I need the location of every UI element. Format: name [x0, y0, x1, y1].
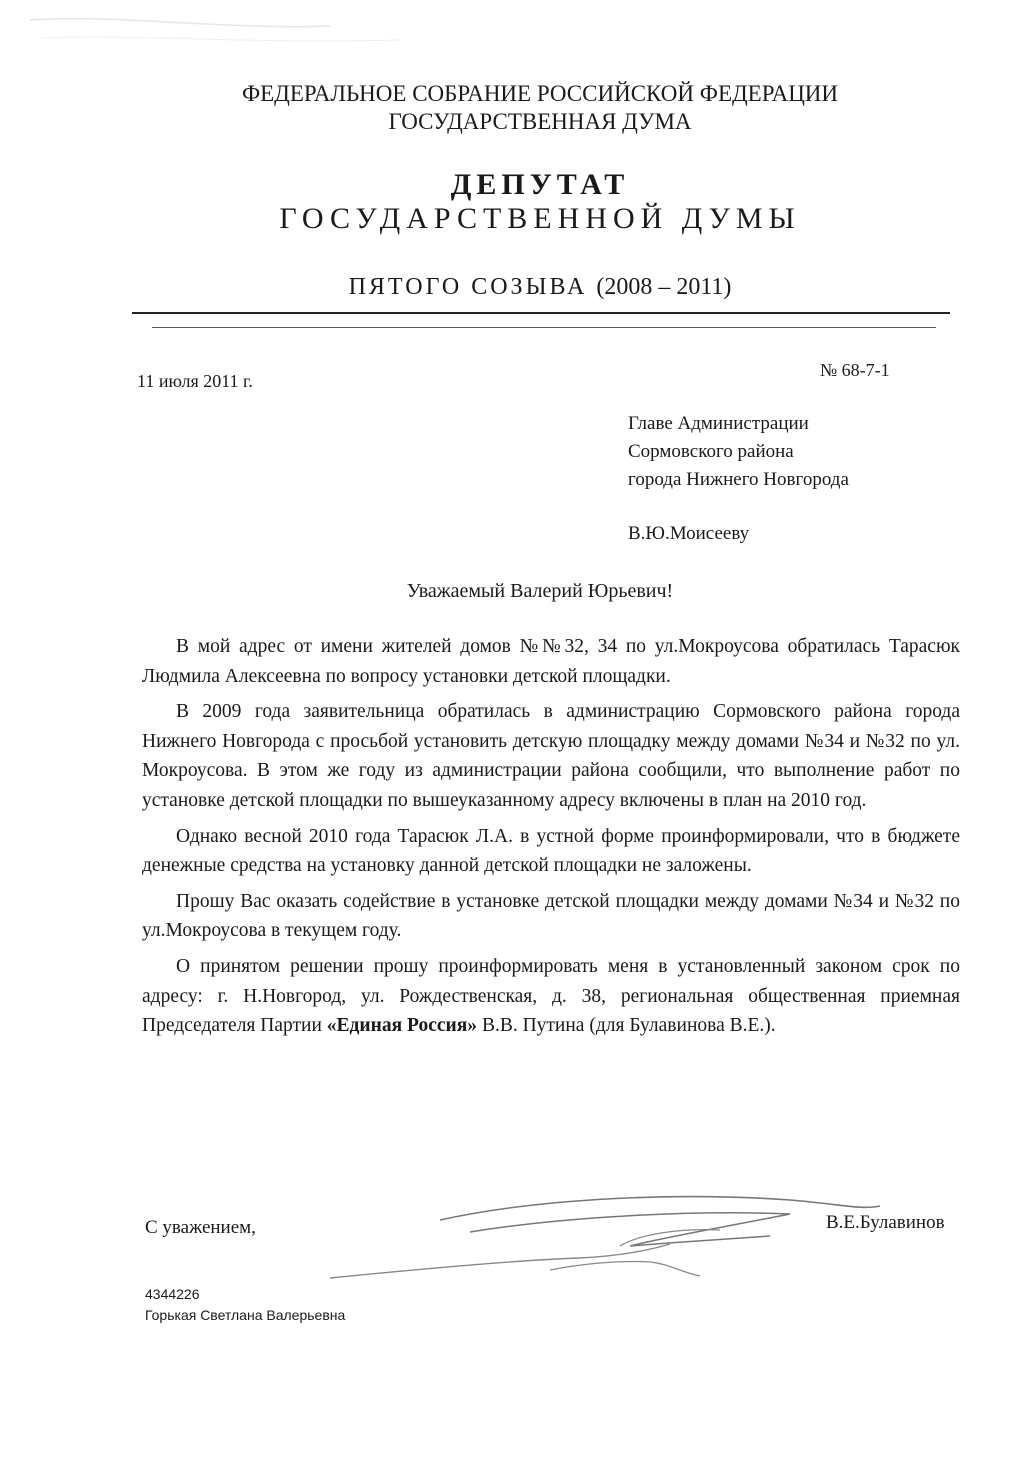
body-paragraph-5-end: В.В. Путина (для Булавинова В.Е.).: [477, 1015, 776, 1037]
body-paragraph-1: В мой адрес от имени жителей домов №№32, 34 по ул.Мокроусова обратилась Тарасюк Людмила Алексеевна по вопросу установки детской площадки.: [142, 636, 960, 687]
contact-name: Горькая Светлана Валерьевна: [145, 1307, 346, 1323]
letter-body: [142, 632, 960, 1047]
header-rule: [132, 312, 950, 314]
contact-block: [145, 1284, 345, 1326]
party-name: «Единая Россия»: [326, 1015, 478, 1037]
addressee-name: В.Ю.Моисееву: [628, 523, 750, 544]
letter-number: № 68-7-1: [820, 360, 890, 380]
header-parliament: ФЕДЕРАЛЬНОЕ СОБРАНИЕ РОССИЙСКОЙ ФЕДЕРАЦИИ: [241, 81, 839, 106]
addressee-line1: Главе Администрации: [628, 413, 809, 434]
body-paragraph-3: Однако весной 2010 года Тарасюк Л.А. в устной форме проинформировали, что в бюджете денежные средства на установку данной детской площадки не заложены.: [142, 825, 960, 877]
body-paragraph-2: В 2009 года заявительница обратилась в администрацию Сормовского района города Нижнего Новгорода с просьбой установить детскую площадку между домами №34 и №32 по ул. Мокроусова. В этом же году из администрации района сообщили, что выполнение работ по установке детской площадки по вышеуказанному адресу включены в план на 2010 год.: [142, 701, 960, 811]
addressee-line2: Сормовского района: [628, 441, 794, 462]
letter-date: 11 июля 2011 г.: [137, 371, 253, 391]
body-paragraph-5-start: О принятом решении прошу проинформировать меня в установленный законом срок по адресу: г. Н.Новгород, ул. Рождественская, д. 38, региональная общественная приемная Председателя Партии: [142, 955, 960, 1037]
scan-artifact: [0, 0, 420, 60]
greeting: Уважаемый Валерий Юрьевич!: [406, 580, 674, 602]
header-rule-thin: [152, 327, 936, 328]
header-convocation: [0, 274, 1024, 301]
contact-phone: 4344226: [145, 1286, 200, 1302]
header-duma: ГОСУДАРСТВЕННАЯ ДУМА: [388, 109, 692, 134]
closing-regards: С уважением,: [145, 1217, 256, 1238]
addressee-line3: города Нижнего Новгорода: [628, 469, 849, 490]
header-deputy: ДЕПУТАТ: [450, 168, 630, 201]
addressee-block: [628, 410, 849, 494]
header-duma-title: ГОСУДАРСТВЕННОЙ ДУМЫ: [279, 202, 801, 235]
convocation-label: ПЯТОГО СОЗЫВА: [348, 274, 588, 300]
body-paragraph-5: [142, 952, 960, 1041]
convocation-years: (2008 – 2011): [596, 274, 732, 300]
signer-name: В.Е.Булавинов: [826, 1212, 945, 1233]
body-paragraph-4: Прошу Вас оказать содействие в установке детской площадки между домами №34 и №32 по ул.Мокроусова в текущем году.: [142, 890, 960, 942]
signature-graphic: [320, 1180, 920, 1300]
